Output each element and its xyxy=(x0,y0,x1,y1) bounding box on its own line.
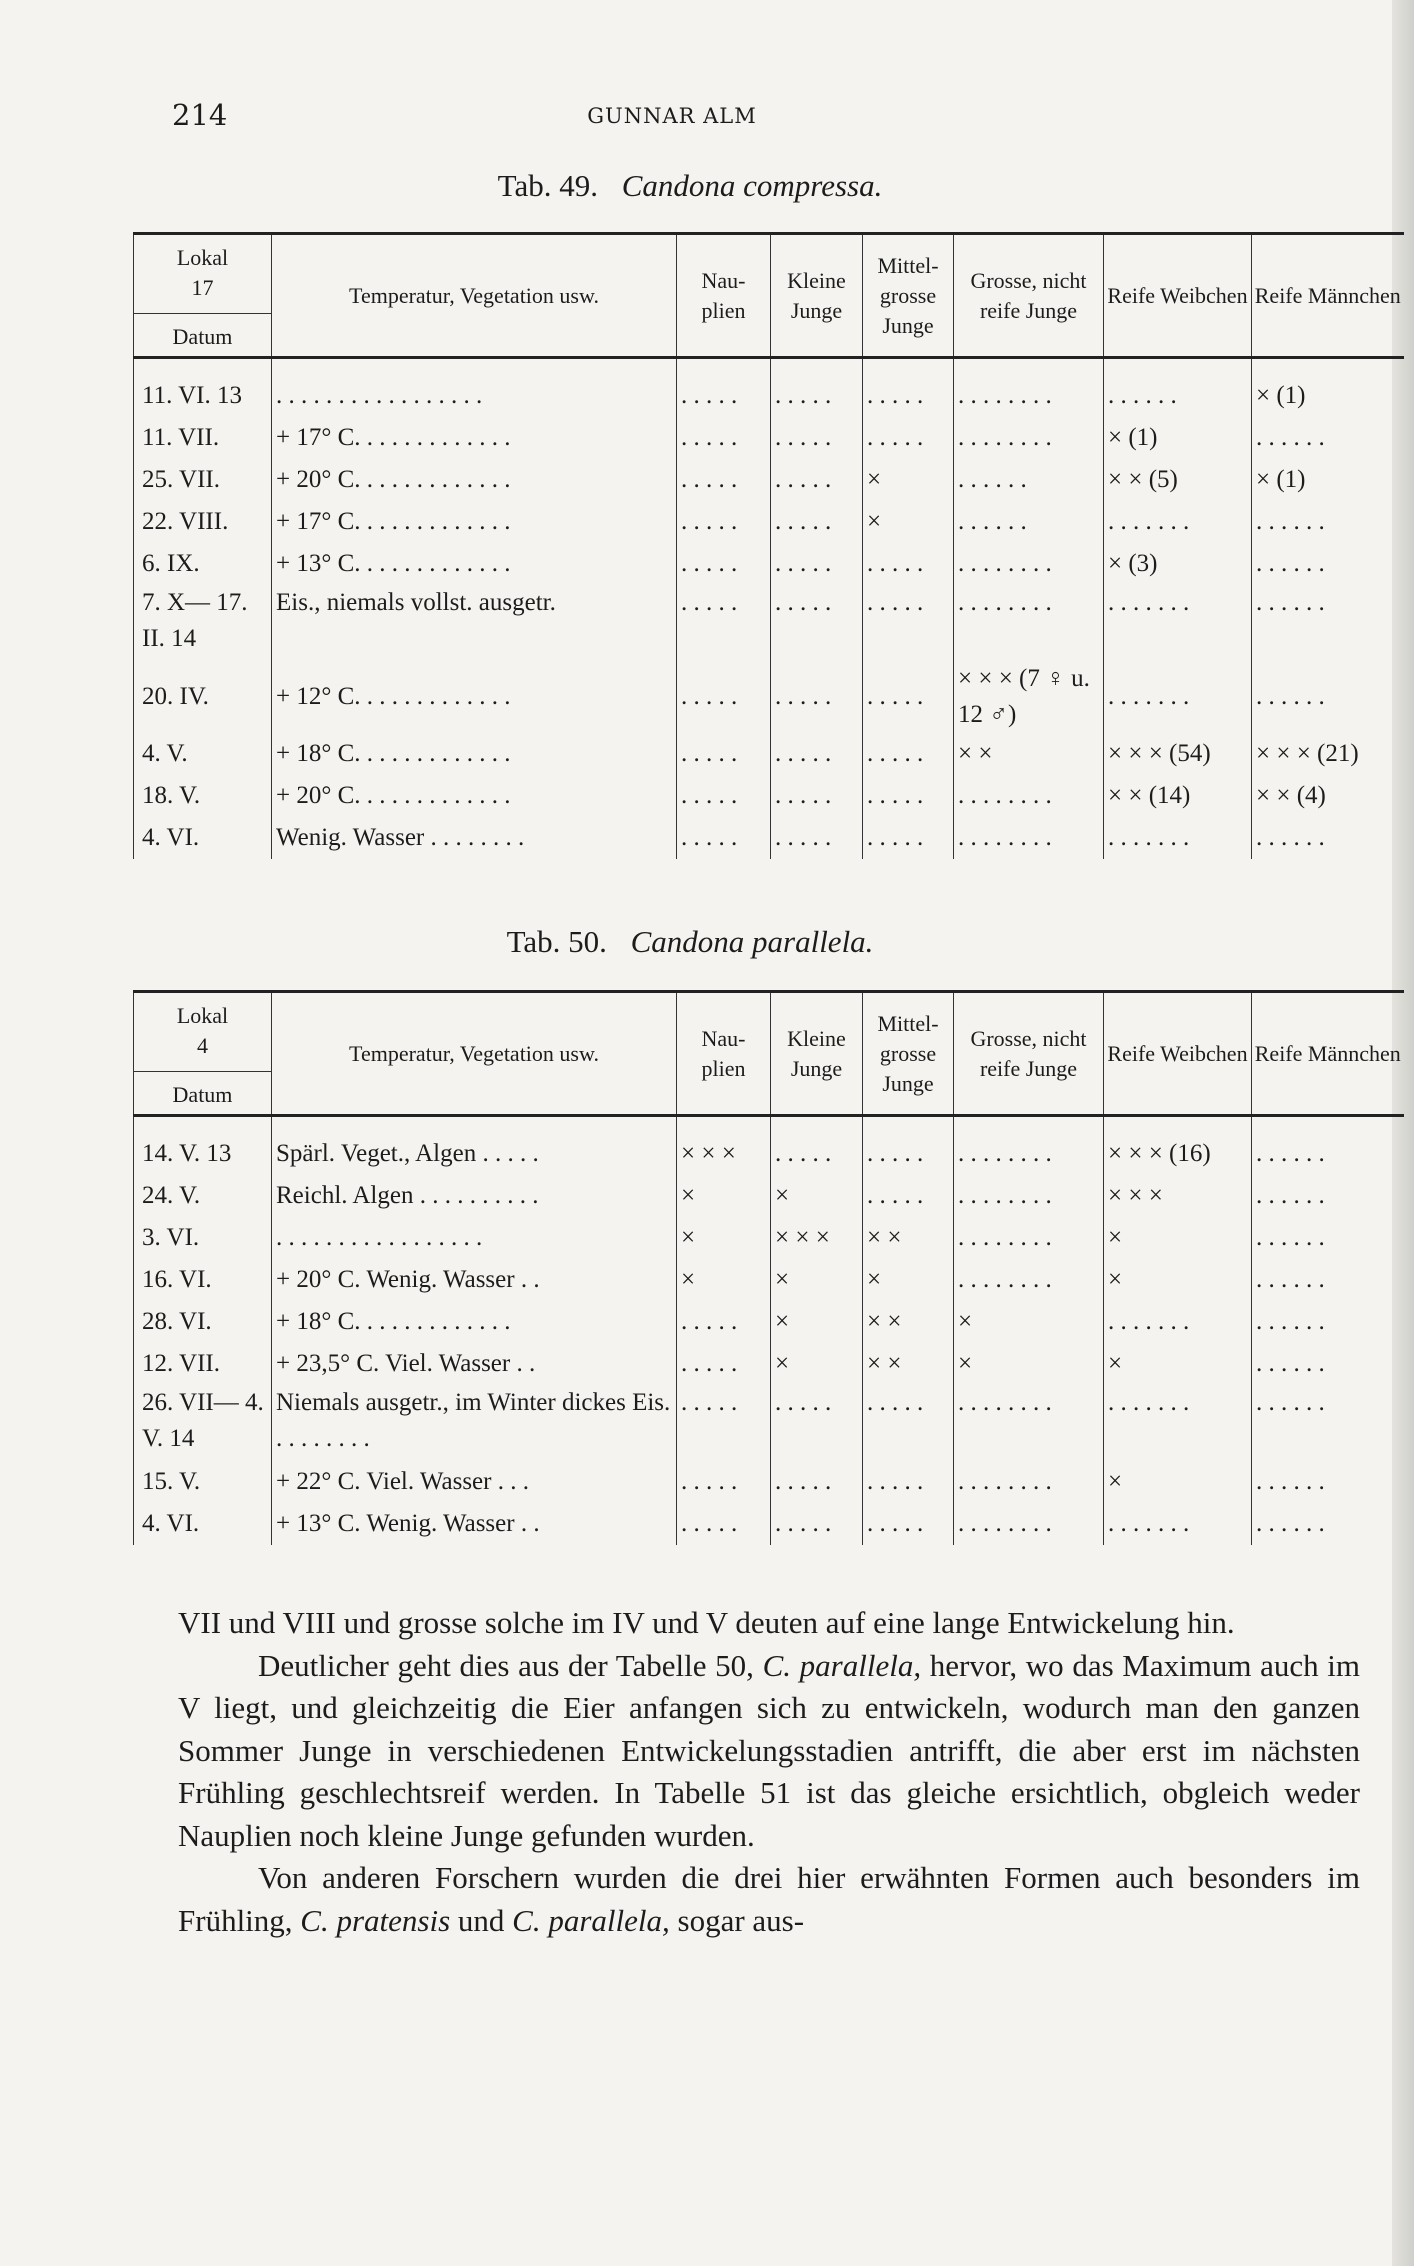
date-cell: 20. IV. xyxy=(134,661,272,733)
count-cell: . . . . . . . . xyxy=(954,775,1104,817)
conditions-cell: + 20° C. Wenig. Wasser . . xyxy=(272,1259,677,1301)
table-header-row xyxy=(134,234,1404,358)
conditions-cell: + 17° C. . . . . . . . . . . . . xyxy=(272,501,677,543)
count-cell: . . . . . xyxy=(677,459,771,501)
count-cell: × xyxy=(863,459,954,501)
count-cell: × × × (54) xyxy=(1104,733,1252,775)
date-cell: 4. VI. xyxy=(134,817,272,859)
count-cell: . . . . . . . xyxy=(1104,1385,1252,1461)
conditions-cell: Spärl. Veget., Algen . . . . . xyxy=(272,1116,677,1176)
running-head-author: GUNNAR ALM xyxy=(587,104,757,128)
count-cell: . . . . . xyxy=(771,1503,863,1545)
column-header: Reife Weibchen xyxy=(1104,992,1252,1116)
count-cell: . . . . . xyxy=(771,501,863,543)
running-head xyxy=(172,98,1352,138)
count-cell: × × (4) xyxy=(1252,775,1404,817)
count-cell: . . . . . xyxy=(677,1461,771,1503)
paragraph xyxy=(178,1857,1360,1942)
count-cell: . . . . . xyxy=(771,459,863,501)
date-cell: 12. VII. xyxy=(134,1343,272,1385)
lokal-header xyxy=(134,992,272,1116)
count-cell: . . . . . xyxy=(771,1116,863,1176)
count-cell: . . . . . xyxy=(677,1503,771,1545)
count-cell: . . . . . xyxy=(863,417,954,459)
species-name: C. pratensis xyxy=(300,1902,451,1938)
count-cell: × (1) xyxy=(1252,459,1404,501)
date-cell: 22. VIII. xyxy=(134,501,272,543)
count-cell: . . . . . . xyxy=(1252,661,1404,733)
count-cell: × xyxy=(771,1259,863,1301)
table-row xyxy=(134,1385,1404,1461)
table-49-title xyxy=(130,168,1250,204)
count-cell: × xyxy=(863,501,954,543)
count-cell: × × xyxy=(954,733,1104,775)
count-cell: . . . . . xyxy=(863,585,954,661)
column-header: Mittel- grosse Junge xyxy=(863,992,954,1116)
lokal-number: 17 xyxy=(191,275,214,300)
count-cell: . . . . . . xyxy=(1252,1343,1404,1385)
table-49-species: Candona compressa. xyxy=(621,168,883,203)
text: sogar aus- xyxy=(677,1902,805,1938)
count-cell: × xyxy=(1104,1461,1252,1503)
table-row xyxy=(134,733,1404,775)
column-header: Reife Männchen xyxy=(1252,992,1404,1116)
body-text xyxy=(178,1602,1360,1942)
table-row xyxy=(134,1461,1404,1503)
table-49-label: Tab. 49. xyxy=(497,168,598,203)
count-cell: . . . . . . xyxy=(1104,358,1252,418)
count-cell: . . . . . xyxy=(677,543,771,585)
datum-label: Datum xyxy=(172,1082,233,1107)
table-row xyxy=(134,1503,1404,1545)
column-header: Temperatur, Vegetation usw. xyxy=(272,234,677,358)
table-49 xyxy=(133,232,1404,859)
count-cell: × xyxy=(677,1259,771,1301)
column-header: Grosse, nicht reife Junge xyxy=(954,234,1104,358)
count-cell: . . . . . . . . xyxy=(954,1385,1104,1461)
conditions-cell: Reichl. Algen . . . . . . . . . . xyxy=(272,1175,677,1217)
conditions-cell: + 20° C. . . . . . . . . . . . . xyxy=(272,459,677,501)
count-cell: . . . . . xyxy=(771,1385,863,1461)
conditions-cell: + 13° C. Wenig. Wasser . . xyxy=(272,1503,677,1545)
column-header: Grosse, nicht reife Junge xyxy=(954,992,1104,1116)
count-cell: . . . . . . xyxy=(1252,1116,1404,1176)
count-cell: . . . . . xyxy=(771,585,863,661)
count-cell: × × xyxy=(863,1217,954,1259)
column-header: Kleine Junge xyxy=(771,992,863,1116)
text: hervor, wo das Maximum auch im V liegt, und gleichzeitig die Eier anfangen sich zu entwickeln, wodurch man den ganzen Sommer Junge in verschiedenen Entwickelungsstadien antrifft, die aber erst im nächsten Frühling geschlechtsreif werden. In Tabelle 51 ist das gleiche ersichtlich, obgleich weder Nauplien noch kleine Junge gefunden wurden. xyxy=(178,1647,1361,1853)
count-cell: . . . . . xyxy=(771,817,863,859)
count-cell: . . . . . xyxy=(677,585,771,661)
count-cell: . . . . . . . xyxy=(1104,1301,1252,1343)
date-cell: 25. VII. xyxy=(134,459,272,501)
lokal-label: Lokal xyxy=(176,1003,229,1028)
datum-label: Datum xyxy=(172,324,233,349)
count-cell: . . . . . . . xyxy=(1104,501,1252,543)
table-row xyxy=(134,501,1404,543)
count-cell: . . . . . xyxy=(863,775,954,817)
count-cell: . . . . . . xyxy=(1252,417,1404,459)
count-cell: . . . . . . xyxy=(954,501,1104,543)
count-cell: . . . . . xyxy=(771,417,863,459)
date-cell: 7. X— 17. II. 14 xyxy=(134,585,272,661)
conditions-cell: + 18° C. . . . . . . . . . . . . xyxy=(272,1301,677,1343)
count-cell: . . . . . . xyxy=(954,459,1104,501)
count-cell: . . . . . . . . xyxy=(954,1503,1104,1545)
count-cell: . . . . . . xyxy=(1252,1385,1404,1461)
conditions-cell: Wenig. Wasser . . . . . . . . xyxy=(272,817,677,859)
count-cell: . . . . . xyxy=(677,1343,771,1385)
count-cell: × (1) xyxy=(1252,358,1404,418)
count-cell: × (1) xyxy=(1104,417,1252,459)
conditions-cell: Niemals ausgetr., im Winter dickes Eis. . . . . . . . . xyxy=(272,1385,677,1461)
count-cell: × xyxy=(1104,1343,1252,1385)
count-cell: . . . . . xyxy=(677,1385,771,1461)
count-cell: . . . . . . . . xyxy=(954,1461,1104,1503)
count-cell: . . . . . . . xyxy=(1104,1503,1252,1545)
column-header: Nau- plien xyxy=(677,992,771,1116)
count-cell: × xyxy=(771,1175,863,1217)
count-cell: × xyxy=(771,1301,863,1343)
date-cell: 26. VII— 4. V. 14 xyxy=(134,1385,272,1461)
lokal-number: 4 xyxy=(197,1033,208,1058)
count-cell: . . . . . xyxy=(863,358,954,418)
conditions-cell: + 20° C. . . . . . . . . . . . . xyxy=(272,775,677,817)
lokal-label: Lokal xyxy=(176,245,229,270)
table-50-title xyxy=(130,924,1250,960)
table-row xyxy=(134,543,1404,585)
conditions-cell: + 22° C. Viel. Wasser . . . xyxy=(272,1461,677,1503)
date-cell: 6. IX. xyxy=(134,543,272,585)
count-cell: . . . . . . xyxy=(1252,1217,1404,1259)
date-cell: 11. VII. xyxy=(134,417,272,459)
count-cell: × xyxy=(771,1343,863,1385)
conditions-cell: . . . . . . . . . . . . . . . . . xyxy=(272,358,677,418)
count-cell: . . . . . . . . xyxy=(954,585,1104,661)
count-cell: × (3) xyxy=(1104,543,1252,585)
count-cell: . . . . . . xyxy=(1252,543,1404,585)
count-cell: × xyxy=(954,1343,1104,1385)
count-cell: . . . . . xyxy=(863,661,954,733)
table-row xyxy=(134,417,1404,459)
date-cell: 3. VI. xyxy=(134,1217,272,1259)
count-cell: × × xyxy=(863,1343,954,1385)
count-cell: × xyxy=(954,1301,1104,1343)
table-50-label: Tab. 50. xyxy=(506,924,607,959)
text: Von anderen Forschern wurden die drei hier erwähnten Formen auch besonders im Frühling, xyxy=(178,1860,1360,1938)
count-cell: . . . . . . xyxy=(1252,1259,1404,1301)
table-row xyxy=(134,358,1404,418)
count-cell: . . . . . xyxy=(863,543,954,585)
text: Deutlicher geht dies aus der Tabelle 50, xyxy=(258,1647,754,1683)
conditions-cell: + 17° C. . . . . . . . . . . . . xyxy=(272,417,677,459)
count-cell: × × × xyxy=(771,1217,863,1259)
date-cell: 14. V. 13 xyxy=(134,1116,272,1176)
count-cell: × × × xyxy=(677,1116,771,1176)
count-cell: . . . . . xyxy=(771,358,863,418)
count-cell: . . . . . . . . xyxy=(954,1259,1104,1301)
count-cell: . . . . . xyxy=(771,543,863,585)
count-cell: × xyxy=(1104,1259,1252,1301)
page-number: 214 xyxy=(172,98,228,132)
count-cell: . . . . . xyxy=(677,1301,771,1343)
conditions-cell: . . . . . . . . . . . . . . . . . xyxy=(272,1217,677,1259)
count-cell: × × (5) xyxy=(1104,459,1252,501)
table-50-species: Candona parallela. xyxy=(630,924,874,959)
count-cell: . . . . . xyxy=(677,817,771,859)
table-row xyxy=(134,1343,1404,1385)
table-row xyxy=(134,817,1404,859)
conditions-cell: Eis., niemals vollst. ausgetr. xyxy=(272,585,677,661)
count-cell: . . . . . xyxy=(771,1461,863,1503)
lokal-header xyxy=(134,234,272,358)
count-cell: × xyxy=(677,1175,771,1217)
count-cell: . . . . . . . xyxy=(1104,585,1252,661)
date-cell: 16. VI. xyxy=(134,1259,272,1301)
species-name: C. parallela, xyxy=(762,1647,922,1683)
date-cell: 18. V. xyxy=(134,775,272,817)
count-cell: × × × xyxy=(1104,1175,1252,1217)
table-row xyxy=(134,1217,1404,1259)
date-cell: 4. V. xyxy=(134,733,272,775)
table-header-row xyxy=(134,992,1404,1116)
table-row xyxy=(134,775,1404,817)
count-cell: . . . . . xyxy=(863,817,954,859)
count-cell: . . . . . . . . xyxy=(954,358,1104,418)
count-cell: . . . . . xyxy=(677,661,771,733)
count-cell: . . . . . . xyxy=(1252,1503,1404,1545)
count-cell: × × (14) xyxy=(1104,775,1252,817)
count-cell: . . . . . xyxy=(863,1503,954,1545)
count-cell: . . . . . xyxy=(863,1116,954,1176)
conditions-cell: + 13° C. . . . . . . . . . . . . xyxy=(272,543,677,585)
count-cell: × × xyxy=(863,1301,954,1343)
column-header: Mittel- grosse Junge xyxy=(863,234,954,358)
count-cell: . . . . . . xyxy=(1252,585,1404,661)
count-cell: . . . . . . . . xyxy=(954,817,1104,859)
date-cell: 11. VI. 13 xyxy=(134,358,272,418)
count-cell: . . . . . xyxy=(771,733,863,775)
count-cell: . . . . . . . . xyxy=(954,1217,1104,1259)
count-cell: . . . . . xyxy=(771,775,863,817)
count-cell: . . . . . . xyxy=(1252,817,1404,859)
table-row xyxy=(134,661,1404,733)
table-row xyxy=(134,1175,1404,1217)
count-cell: . . . . . . xyxy=(1252,1301,1404,1343)
count-cell: . . . . . xyxy=(863,1461,954,1503)
count-cell: . . . . . . xyxy=(1252,501,1404,543)
count-cell: . . . . . . . xyxy=(1104,817,1252,859)
count-cell: . . . . . xyxy=(863,1385,954,1461)
count-cell: . . . . . xyxy=(677,358,771,418)
column-header: Kleine Junge xyxy=(771,234,863,358)
table-row xyxy=(134,585,1404,661)
count-cell: × xyxy=(677,1217,771,1259)
count-cell: . . . . . . xyxy=(1252,1175,1404,1217)
count-cell: . . . . . xyxy=(771,661,863,733)
paragraph: VII und VIII und grosse solche im IV und V deuten auf eine lange Entwickelung hin. xyxy=(178,1605,1235,1640)
text: und xyxy=(457,1902,505,1938)
paragraph xyxy=(178,1645,1360,1858)
count-cell: . . . . . xyxy=(677,733,771,775)
count-cell: . . . . . . xyxy=(1252,1461,1404,1503)
table-row xyxy=(134,1259,1404,1301)
count-cell: . . . . . xyxy=(863,1175,954,1217)
column-header: Reife Weibchen xyxy=(1104,234,1252,358)
count-cell: × xyxy=(863,1259,954,1301)
count-cell: . . . . . xyxy=(863,733,954,775)
table-row xyxy=(134,1116,1404,1176)
count-cell: × × × (21) xyxy=(1252,733,1404,775)
count-cell: . . . . . xyxy=(677,501,771,543)
count-cell: × × × (16) xyxy=(1104,1116,1252,1176)
count-cell: . . . . . xyxy=(677,417,771,459)
date-cell: 28. VI. xyxy=(134,1301,272,1343)
count-cell: . . . . . . . . xyxy=(954,543,1104,585)
count-cell: . . . . . . . . xyxy=(954,417,1104,459)
count-cell: . . . . . . . . xyxy=(954,1175,1104,1217)
count-cell: × × × (7 ♀ u. 12 ♂) xyxy=(954,661,1104,733)
date-cell: 15. V. xyxy=(134,1461,272,1503)
conditions-cell: + 18° C. . . . . . . . . . . . . xyxy=(272,733,677,775)
table-row xyxy=(134,459,1404,501)
column-header: Temperatur, Vegetation usw. xyxy=(272,992,677,1116)
table-50 xyxy=(133,990,1404,1545)
count-cell: × xyxy=(1104,1217,1252,1259)
column-header: Reife Männchen xyxy=(1252,234,1404,358)
date-cell: 24. V. xyxy=(134,1175,272,1217)
count-cell: . . . . . . . xyxy=(1104,661,1252,733)
column-header: Nau- plien xyxy=(677,234,771,358)
count-cell: . . . . . xyxy=(677,775,771,817)
conditions-cell: + 23,5° C. Viel. Wasser . . xyxy=(272,1343,677,1385)
species-name: C. parallela, xyxy=(512,1902,670,1938)
conditions-cell: + 12° C. . . . . . . . . . . . . xyxy=(272,661,677,733)
count-cell: . . . . . . . . xyxy=(954,1116,1104,1176)
date-cell: 4. VI. xyxy=(134,1503,272,1545)
table-row xyxy=(134,1301,1404,1343)
